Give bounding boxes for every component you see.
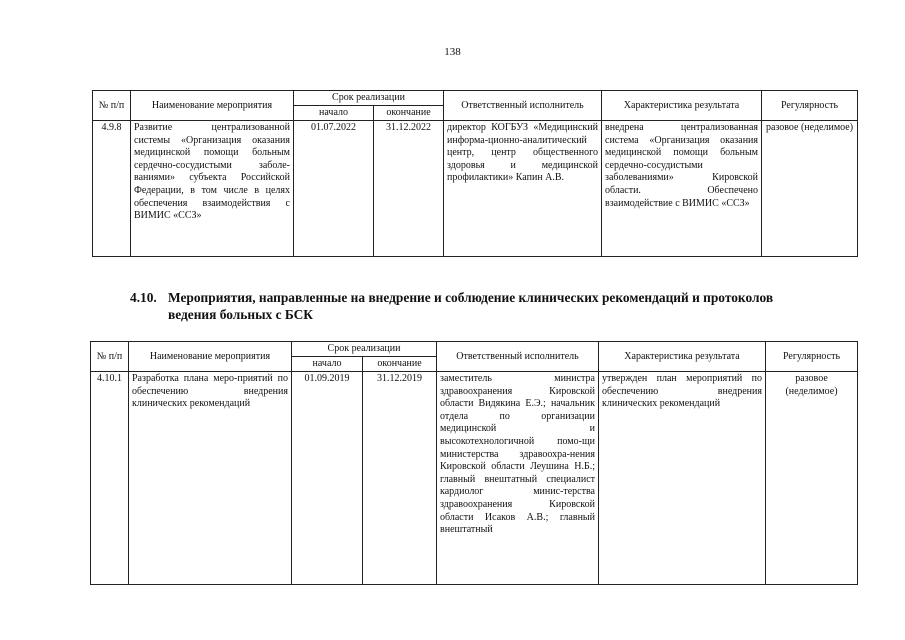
section-heading <box>130 289 865 323</box>
row-regularity: разовое (неделимое) <box>766 372 858 585</box>
activities-table-2 <box>90 341 858 585</box>
row-num: 4.10.1 <box>91 372 129 585</box>
row-name: Разработка плана меро-приятий по обеспечению внедрения клинических рекомендаций <box>129 372 292 585</box>
header-name: Наименование мероприятия <box>129 342 292 372</box>
row-num: 4.9.8 <box>93 121 131 257</box>
row-result: внедрена централизованная система «Организация оказания медицинской помощи больным сердечно-сосудистыми заболеваниями» Кировской области. Обеспечено взаимодействие с ВИМИС «ССЗ» <box>602 121 762 257</box>
section-number: 4.10. <box>130 290 157 305</box>
header-end: окончание <box>374 106 444 121</box>
table-row <box>91 372 858 585</box>
header-name: Наименование мероприятия <box>131 91 294 121</box>
header-end: окончание <box>363 357 437 372</box>
header-regularity: Регулярность <box>766 342 858 372</box>
row-end: 31.12.2019 <box>363 372 437 585</box>
row-executor: директор КОГБУЗ «Медицинский информа-ционно-аналитический центр, центр общественного здоровья и медицинской профилактики» Капин А.В. <box>444 121 602 257</box>
header-term: Срок реализации <box>292 342 437 357</box>
header-regularity: Регулярность <box>762 91 858 121</box>
row-end: 31.12.2022 <box>374 121 444 257</box>
page-number: 138 <box>444 46 461 58</box>
header-num: № п/п <box>91 342 129 372</box>
row-result: утвержден план мероприятий по обеспечению внедрения клинических рекомендаций <box>599 372 766 585</box>
row-regularity: разовое (неделимое) <box>762 121 858 257</box>
row-start: 01.09.2019 <box>292 372 363 585</box>
header-executor: Ответственный исполнитель <box>437 342 599 372</box>
row-name: Развитие централизованной системы «Организация оказания медицинской помощи больным сердечно-сосудистыми заболе-ваниями» субъекта Российской Федерации, в том числе в целях обеспечения взаимодействия с ВИМИС «ССЗ» <box>131 121 294 257</box>
header-num: № п/п <box>93 91 131 121</box>
header-term: Срок реализации <box>294 91 444 106</box>
header-start: начало <box>294 106 374 121</box>
section-title-line2: ведения больных с БСК <box>168 307 314 322</box>
row-start: 01.07.2022 <box>294 121 374 257</box>
table-row <box>93 121 858 257</box>
activities-table-1 <box>92 90 858 257</box>
header-start: начало <box>292 357 363 372</box>
header-result: Характеристика результата <box>602 91 762 121</box>
header-result: Характеристика результата <box>599 342 766 372</box>
row-executor: заместитель министра здравоохранения Кировской области Видякина Е.Э.; начальник отдела по организации медицинской и высокотехнологичной помо-щи министерства здравоохра-нения Кировской области Леушина Н.Б.; главный внештатный специалист кардиолог минис-терства здравоохранения Кировской области Исаков А.В.; главный внештатный <box>437 372 599 585</box>
section-title-line1: Мероприятия, направленные на внедрение и соблюдение клинических рекомендаций и протоколов <box>168 290 774 305</box>
header-executor: Ответственный исполнитель <box>444 91 602 121</box>
